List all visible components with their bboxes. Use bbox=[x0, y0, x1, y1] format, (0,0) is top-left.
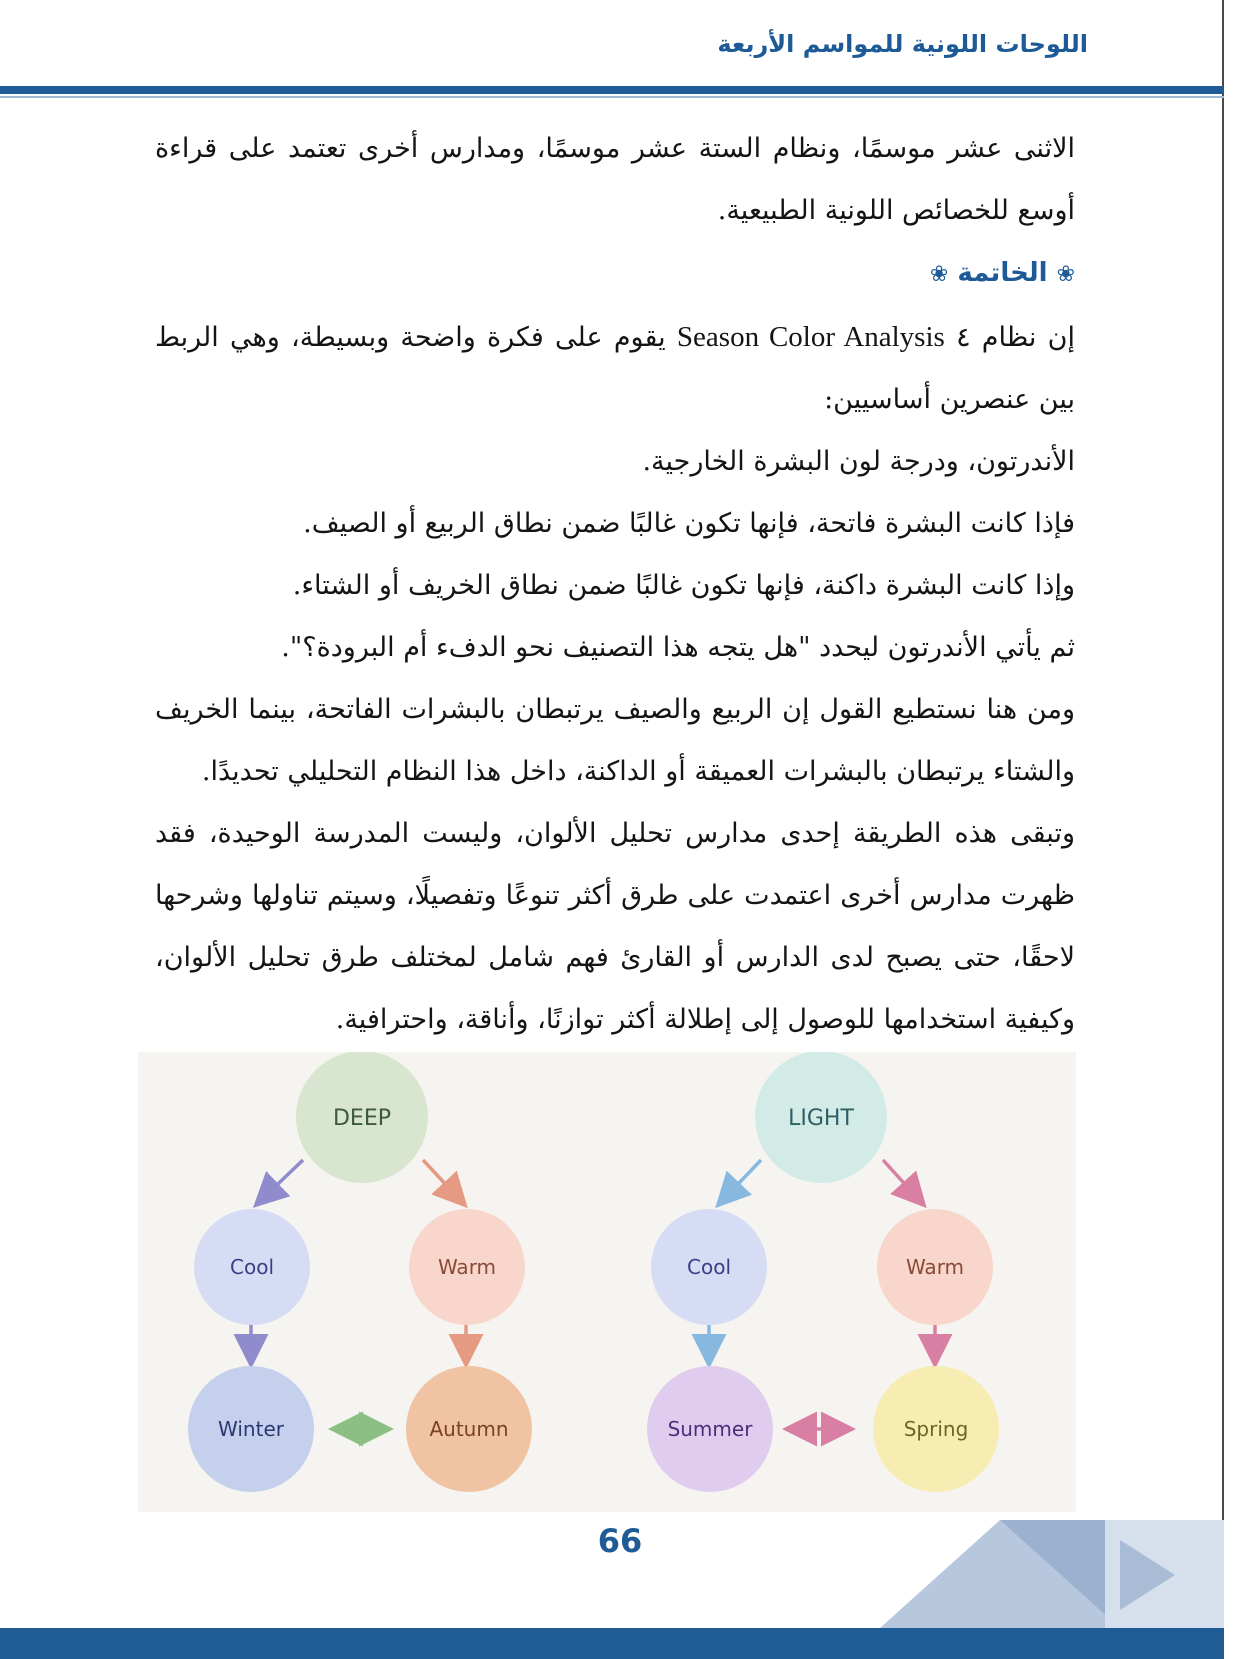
paragraph-1: الاثنى عشر موسمًا، ونظام الستة عشر موسمًا، ومدارس أخرى تعتمد على قراءة أوسع للخصائص اللونية الطبيعية. bbox=[155, 133, 1075, 226]
paragraph-8: وتبقى هذه الطريقة إحدى مدارس تحليل الألوان، وليست المدرسة الوحيدة، فقد ظهرت مدارس أخرى اعتمدت على طرق أكثر تنوعًا وتفصيلًا، وسيتم تناولها وشرحها لاحقًا، حتى يصبح لدى الدارس أو القارئ فهم شامل لمختلف طرق تحليل الألوان، وكيفية استخدامها للوصول إلى إطلالة أكثر توازنًا، وأناقة، واحترافية. bbox=[155, 818, 1075, 1035]
heading-text: الخاتمة bbox=[957, 258, 1048, 288]
season-diagram bbox=[138, 1052, 1076, 1512]
node-right-warm-label: Warm bbox=[905, 1255, 965, 1279]
flower-icon: ❀ bbox=[1056, 262, 1075, 287]
node-left-warm-label: Warm bbox=[437, 1255, 497, 1279]
flower-icon: ❀ bbox=[929, 262, 949, 287]
header-rule bbox=[0, 86, 1224, 94]
footer-bar bbox=[0, 1628, 1224, 1659]
page-number: 66 bbox=[597, 1522, 643, 1560]
node-deep-label: DEEP bbox=[332, 1106, 392, 1131]
body-text bbox=[155, 118, 1075, 1051]
paragraph-7: ومن هنا نستطيع القول إن الربيع والصيف يرتبطان بالبشرات الفاتحة، بينما الخريف والشتاء يرتبطان بالبشرات العميقة أو الداكنة، داخل هذا النظام التحليلي تحديدًا. bbox=[155, 694, 1075, 787]
node-light-label: LIGHT bbox=[788, 1106, 854, 1131]
node-left-cool-label: Cool bbox=[230, 1255, 274, 1279]
arrow-light-cool bbox=[720, 1160, 761, 1203]
node-autumn-label: Autumn bbox=[429, 1417, 509, 1441]
node-spring-label: Spring bbox=[903, 1417, 969, 1441]
arrow-deep-warm bbox=[423, 1160, 463, 1203]
page-edge bbox=[1222, 0, 1238, 1659]
paragraph-2 bbox=[155, 306, 1075, 431]
paragraph-2-start: إن نظام ٤ bbox=[944, 322, 1075, 353]
arrow-deep-cool bbox=[258, 1160, 303, 1203]
season-diagram-svg bbox=[138, 1052, 1076, 1512]
paragraph-3: الأندرتون، ودرجة لون البشرة الخارجية. bbox=[642, 446, 1075, 477]
header-rule-thin bbox=[0, 96, 1224, 98]
node-summer-label: Summer bbox=[667, 1417, 753, 1441]
node-right-cool-label: Cool bbox=[687, 1255, 731, 1279]
section-heading bbox=[155, 242, 1075, 306]
corner-decoration bbox=[0, 1520, 1224, 1630]
running-header: اللوحات اللونية للمواسم الأربعة bbox=[717, 30, 1088, 58]
node-winter-label: Winter bbox=[218, 1417, 284, 1441]
paragraph-2-end: يقوم على فكرة واضحة وبسيطة، وهي الربط بين عنصرين أساسيين: bbox=[155, 322, 1075, 415]
arrow-light-warm bbox=[883, 1160, 922, 1203]
system-name: Season Color Analysis bbox=[676, 321, 945, 353]
paragraph-5: وإذا كانت البشرة داكنة، فإنها تكون غالبًا ضمن نطاق الخريف أو الشتاء. bbox=[292, 570, 1075, 601]
paragraph-4: فإذا كانت البشرة فاتحة، فإنها تكون غالبًا ضمن نطاق الربيع أو الصيف. bbox=[303, 508, 1075, 539]
paragraph-6: ثم يأتي الأندرتون ليحدد "هل يتجه هذا التصنيف نحو الدفء أم البرودة؟". bbox=[281, 632, 1075, 663]
